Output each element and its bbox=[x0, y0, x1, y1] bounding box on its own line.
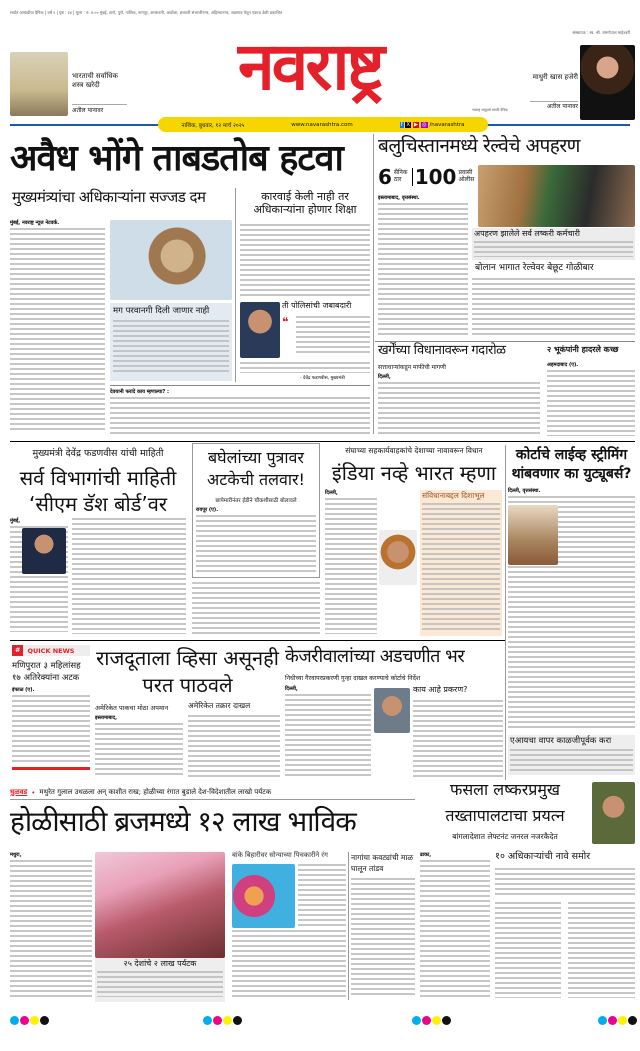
founder-credit: संस्थापक : स्व. श्री. रामगोपाल माहेश्वरी bbox=[572, 30, 630, 35]
facebook-icon[interactable]: f bbox=[400, 121, 403, 128]
loudspeaker-photo bbox=[110, 220, 232, 300]
x-icon[interactable]: X bbox=[406, 121, 411, 128]
kejriwal-photo bbox=[374, 688, 410, 733]
kharge-subhead: सत्ताधाऱ्यांकडून माफीची मागणी bbox=[378, 364, 446, 371]
ai-box bbox=[508, 735, 635, 775]
soldiers-box bbox=[472, 228, 635, 260]
instagram-icon[interactable]: ◎ bbox=[421, 121, 427, 128]
lead-side-headline: कारवाई केली नाही तर अधिकाऱ्यांना होणार शिक्षा bbox=[253, 190, 357, 217]
bangladesh-kicker: फसला लष्करप्रमुख bbox=[450, 780, 560, 799]
cm-photo bbox=[240, 302, 280, 358]
bolan-headline: बोलान भागात रेल्वेवर बेछूट गोळीबार bbox=[475, 263, 594, 273]
baluchistan-body: इस्लामाबाद, वृत्तसंस्था. bbox=[378, 195, 468, 338]
quick-news: # QUICK NEWS मणिपुरात ३ महिलांसह १७ अतिरेक्यांना अटक इंफाळ (ए). bbox=[12, 645, 90, 783]
soldiers-box-headline: अपहरण झालेले सर्व लष्करी कर्मचारी bbox=[474, 229, 580, 238]
baghel-box: बघेलांच्या पुत्रावर अटकेची तलवार! छापेमारीनंतर ईडीने चौकशीसाठी बोलावले रायपूर (ए). bbox=[192, 443, 320, 578]
banke-headline: बांके बिहारीवर सोन्याच्या पिचकारीने रंग bbox=[232, 851, 328, 859]
helicopter-image bbox=[10, 52, 68, 116]
side-body bbox=[240, 224, 370, 298]
baghel-headline[interactable]: बघेलांच्या पुत्रावर अटकेची तलवार! bbox=[207, 448, 305, 490]
no-permission-box bbox=[110, 303, 232, 381]
youtubers-headline[interactable]: कोर्टाचे लाईव्ह स्ट्रीमिंग थांबवणार का युट्यूबर्स? bbox=[511, 447, 632, 482]
kharge-body: दिल्ली, bbox=[378, 374, 540, 438]
kejriwal-subhead: निधीच्या गैरवापरप्रकरणी गुन्हा दाखल करण्याचे कोर्टाचे निर्देश bbox=[285, 675, 421, 682]
envoy-side-headline: अमेरिकेत तक्रार दाखल bbox=[188, 701, 251, 710]
baghel-subhead: छापेमारीनंतर ईडीने चौकशीसाठी बोलावले bbox=[215, 497, 297, 504]
baluchistan-headline[interactable]: बलुचिस्तानमध्ये रेल्वेचे अपहरण bbox=[378, 135, 580, 157]
social-links[interactable]: f X ▶ ◎ /navarashtra bbox=[400, 121, 465, 128]
newspaper-logo: नवराष्ट्र bbox=[238, 28, 382, 105]
kharge-headline[interactable]: खर्गेंच्या विधानावरून गदारोळ bbox=[378, 343, 506, 358]
bangladesh-subhead: बांगलादेशात लेफ्टनंट जनरल नजरकैदेत bbox=[452, 832, 558, 841]
envoy-body: इस्लामाबाद, bbox=[95, 715, 183, 779]
dashboard-kicker: मुख्यमंत्री देवेंद्र फडणवीस यांची माहिती bbox=[32, 448, 164, 459]
dateline-bar bbox=[158, 117, 488, 132]
registration-marks bbox=[598, 1010, 638, 1029]
left-promo-title: भारताची सर्वाधिक शस्त्र खरेदी bbox=[72, 72, 118, 90]
ai-box-headline: एआयचा वापर काळजीपूर्वक करा bbox=[510, 736, 612, 746]
banke-photo bbox=[232, 864, 295, 928]
box-headline: मग परवानगी दिली जाणार नाही bbox=[113, 306, 210, 316]
quote-credit: - देवेंद्र फडणवीस, मुख्यमंत्री bbox=[300, 376, 345, 381]
india-kicker: संघाच्या सहकार्यवाहकांचे देशाच्या नावावरून विधान bbox=[345, 446, 483, 455]
left-promo-link[interactable]: अतील पानावर bbox=[72, 104, 127, 114]
logo-tagline: नवराष्ट्र समूहाचे मराठी दैनिक bbox=[472, 108, 508, 112]
envoy-subhead: अमेरिकेत पाकचा मोठा अपमान bbox=[95, 704, 169, 712]
constitution-box bbox=[420, 490, 502, 636]
top-strip: सर्वात आघाडीचा दैनिक | वर्ष २ | पृष्ठ : १४ | मूल्य : रु. ४.०० मुंबई, ठाणे, पुणे, नाशिक, नागपूर, अमरावती, अकोला, छत्रपती संभाजीनगर, अहिल्यानगर, जळगाव येथून एकाच वेळी प्रकाशित bbox=[10, 10, 283, 15]
youtubers-body: दिल्ली, वृत्तसंस्था. bbox=[508, 488, 635, 732]
website-link[interactable]: www.navarashtra.com bbox=[291, 121, 353, 128]
right-promo-link[interactable]: अतील पानावर bbox=[530, 101, 578, 110]
tourists-box-headline: २५ देशांचे २ लाख पर्यटक bbox=[123, 959, 197, 968]
fadnavis-photo bbox=[22, 528, 66, 574]
dashboard-body: मुंबई, bbox=[10, 518, 68, 634]
holi-body: मथुरा, bbox=[10, 852, 92, 1000]
kejriwal-body: दिल्ली, bbox=[285, 686, 371, 779]
india-headline[interactable]: इंडिया नव्हे भारत म्हणा bbox=[331, 461, 497, 485]
manipur-headline[interactable]: मणिपुरात ३ महिलांसह १७ अतिरेक्यांना अटक bbox=[12, 661, 81, 684]
train-hijack-photo bbox=[478, 165, 635, 227]
casualty-stats: 6 सैनिक ठार 100 प्रवासी ओलीस bbox=[378, 164, 475, 189]
holi-crowd-photo bbox=[95, 852, 225, 958]
tourists-box bbox=[95, 958, 225, 1002]
registration-marks bbox=[203, 1010, 243, 1029]
quote-mark-icon: ❝ bbox=[282, 315, 289, 329]
right-promo[interactable] bbox=[530, 45, 635, 120]
quote-box bbox=[240, 302, 370, 382]
edition-date: नाशिक, बुधवार, १२ मार्च २०२५ bbox=[181, 122, 245, 129]
right-promo-title: माधुरी खास हजेरी bbox=[532, 73, 578, 81]
holi-strip: धुळवड • मथुरेत गुलाल उधळला अन् काशीत राख; होळीच्या रंगात बुडाले देश-विदेशातील लाखो पर्यटक bbox=[10, 786, 415, 800]
lead-body: मुंबई, नवराष्ट्र न्यूज नेटवर्क. bbox=[10, 220, 105, 438]
kejriwal-box-headline: काय आहे प्रकरण? bbox=[413, 685, 468, 694]
quick-news-label: QUICK NEWS bbox=[27, 646, 75, 655]
dashboard-headline[interactable]: सर्व विभागांची माहिती ‘सीएम डॅश बोर्ड’वर bbox=[19, 466, 177, 516]
hash-icon: # bbox=[12, 645, 23, 656]
rss-leader-photo bbox=[379, 530, 417, 585]
qa-body: देवयानी फरांदे काय म्हणाल्या? : bbox=[110, 389, 370, 439]
kejriwal-headline[interactable]: केजरीवालांच्या अडचणीत भर bbox=[285, 646, 465, 667]
officers-headline: १० अधिकाऱ्यांची नावे समोर bbox=[495, 851, 591, 862]
holi-headline[interactable]: होळीसाठी ब्रजमध्ये १२ लाख भाविक bbox=[10, 805, 356, 838]
column-divider bbox=[235, 188, 236, 382]
strip-label: धुळवड bbox=[10, 788, 28, 796]
quote-headline: ती पोलिसांची जबाबदारी bbox=[282, 301, 352, 310]
strip-text[interactable]: मथुरेत गुलाल उधळला अन् काशीत राख; होळीच्या रंगात बुडाले देश-विदेशातील लाखो पर्यटक bbox=[39, 788, 272, 796]
lead-subhead: मुख्यमंत्र्यांचा अधिकाऱ्यांना सज्जड दम bbox=[12, 188, 206, 206]
supreme-court-photo bbox=[508, 505, 558, 565]
naga-headline: नागांचा कवट्यांची माळ घालून तांडव bbox=[351, 853, 414, 874]
registration-marks bbox=[412, 1010, 452, 1029]
kutch-headline[interactable]: २ भूकंपांनी हादरले कच्छ bbox=[547, 345, 619, 354]
youtube-icon[interactable]: ▶ bbox=[413, 121, 419, 128]
celebrity-photo bbox=[580, 45, 635, 120]
bangladesh-body: ढाका, bbox=[420, 852, 490, 1000]
registration-marks bbox=[10, 1010, 50, 1029]
army-chief-photo bbox=[592, 782, 635, 844]
bangladesh-headline[interactable]: तख्तापालटाचा प्रयत्न bbox=[445, 806, 565, 825]
left-promo[interactable] bbox=[10, 52, 125, 122]
constitution-box-headline: संविधानाबद्दल दिशाभूल bbox=[422, 491, 485, 500]
kutch-body: अहमदाबाद (ए). bbox=[547, 362, 635, 438]
india-body: दिल्ली, bbox=[325, 490, 377, 636]
envoy-headline[interactable]: राजदूताला व्हिसा असूनही परत पाठवले bbox=[96, 646, 279, 697]
lead-headline[interactable]: अवैध भोंगे ताबडतोब हटवा bbox=[10, 138, 343, 179]
